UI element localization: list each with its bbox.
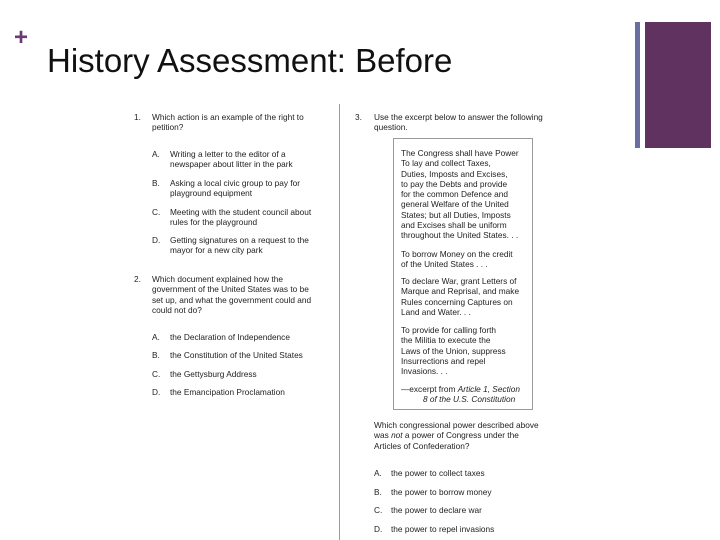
excerpt-line: the Militia to execute the	[401, 335, 491, 346]
source-prefix: —excerpt from	[401, 384, 458, 394]
plus-icon: +	[14, 24, 29, 51]
stem-line: Which document explained how the	[152, 274, 283, 284]
question-stem	[152, 112, 337, 133]
excerpt-line: of the United States . . .	[401, 259, 488, 270]
option-text: the power to declare war	[391, 505, 482, 515]
option-line: rules for the playground	[170, 217, 258, 228]
option-line: newspaper about litter in the park	[170, 159, 293, 170]
option-line: Getting signatures on a request to the	[170, 235, 309, 245]
source-citation: 8 of the U.S. Constitution	[423, 394, 516, 405]
option-text	[170, 235, 336, 256]
stem-line: could not do?	[152, 304, 202, 315]
prompt-emphasis: not	[391, 430, 403, 441]
excerpt-line: Insurrections and repel	[401, 355, 486, 366]
option-letter: C.	[152, 369, 161, 379]
option-text: the power to collect taxes	[391, 468, 485, 478]
stem-line: Which action is an example of the right to	[152, 112, 304, 122]
excerpt-line: Laws of the Union, suppress	[401, 345, 506, 356]
excerpt-paragraph-4	[401, 325, 506, 376]
excerpt-source-line	[401, 384, 520, 394]
option-line: playground equipment	[170, 188, 253, 199]
option-text	[170, 149, 336, 170]
stem-line: government of the United States was to be	[152, 284, 309, 295]
excerpt-paragraph-1	[401, 148, 519, 241]
option-line: Meeting with the student council about	[170, 207, 312, 217]
question-number: 2.	[134, 274, 141, 284]
excerpt-paragraph-2	[401, 249, 513, 270]
excerpt-line: To borrow Money on the credit	[401, 249, 513, 259]
excerpt-line: general Welfare of the United	[401, 199, 509, 210]
option-letter: A.	[152, 332, 160, 342]
answer-option-d[interactable]	[152, 387, 337, 399]
excerpt-line: To lay and collect Taxes,	[401, 158, 491, 169]
option-text	[170, 207, 336, 228]
prompt-line: Articles of Confederation?	[374, 440, 470, 451]
column-divider	[339, 104, 340, 540]
question-3-prompt	[374, 420, 564, 451]
option-letter: B.	[374, 487, 382, 497]
option-letter: D.	[152, 235, 161, 245]
excerpt-paragraph-3	[401, 276, 519, 317]
answer-option-d[interactable]	[374, 524, 564, 536]
option-text: the Constitution of the United States	[170, 350, 303, 360]
answer-option-b[interactable]	[152, 350, 337, 362]
option-text: the Gettysburg Address	[170, 369, 257, 379]
prompt-line	[374, 430, 564, 440]
option-letter: C.	[152, 207, 161, 217]
answer-option-b[interactable]	[152, 178, 337, 200]
question-number: 3.	[355, 112, 362, 122]
option-letter: C.	[374, 505, 383, 515]
option-letter: D.	[374, 524, 383, 534]
option-line: Writing a letter to the editor of a	[170, 149, 286, 159]
source-citation: Article 1, Section	[457, 384, 520, 394]
prompt-line: Which congressional power described above	[374, 420, 539, 430]
answer-option-c[interactable]	[374, 505, 564, 517]
answer-option-a[interactable]	[152, 332, 337, 344]
option-letter: B.	[152, 350, 160, 360]
option-line: mayor for a new city park	[170, 245, 263, 256]
slide-title: History Assessment: Before	[47, 42, 453, 79]
option-line: Asking a local civic group to pay for	[170, 178, 301, 188]
option-text: the power to repel invasions	[391, 524, 495, 534]
excerpt-source-line	[401, 394, 520, 404]
prompt-text: a power of Congress under the	[402, 430, 519, 441]
stem-line: petition?	[152, 122, 184, 133]
excerpt-line: To declare War, grant Letters of	[401, 276, 517, 286]
excerpt-line: to pay the Debts and provide	[401, 178, 508, 189]
excerpt-line: Land and Water. . .	[401, 306, 471, 317]
answer-option-a[interactable]	[374, 468, 564, 480]
excerpt-line: To provide for calling forth	[401, 325, 497, 335]
excerpt-line: States; but all Duties, Imposts	[401, 209, 511, 220]
prompt-text: was	[374, 430, 392, 441]
option-letter: A.	[152, 149, 160, 159]
excerpt-line: Invasions. . .	[401, 366, 448, 377]
option-text: the Emancipation Proclamation	[170, 387, 285, 397]
answer-option-a[interactable]	[152, 149, 337, 171]
answer-option-c[interactable]	[152, 369, 337, 381]
stem-line: question.	[374, 122, 408, 133]
option-text: the Declaration of Independence	[170, 332, 290, 342]
excerpt-line: and Excises shall be uniform	[401, 220, 507, 231]
option-letter: A.	[374, 468, 382, 478]
accent-bar-thick	[645, 22, 711, 148]
question-number: 1.	[134, 112, 141, 122]
answer-option-d[interactable]	[152, 235, 337, 257]
excerpt-line: Rules concerning Captures on	[401, 296, 513, 307]
option-text	[170, 178, 336, 199]
excerpt-line: throughout the United States. . .	[401, 230, 519, 241]
excerpt-source	[401, 384, 520, 405]
answer-option-b[interactable]	[374, 487, 564, 499]
excerpt-line: Duties, Imposts and Excises,	[401, 168, 508, 179]
question-stem	[374, 112, 564, 133]
option-text: the power to borrow money	[391, 487, 492, 497]
excerpt-line: The Congress shall have Power	[401, 148, 519, 158]
constitution-excerpt-box	[393, 138, 533, 410]
stem-line: set up, and what the government could and	[152, 294, 312, 305]
excerpt-line: for the common Defence and	[401, 189, 508, 200]
answer-option-c[interactable]	[152, 207, 337, 229]
option-letter: D.	[152, 387, 161, 397]
stem-line: Use the excerpt below to answer the following	[374, 112, 543, 122]
option-letter: B.	[152, 178, 160, 188]
excerpt-line: Marque and Reprisal, and make	[401, 286, 520, 297]
question-stem	[152, 274, 337, 315]
accent-bar-thin	[635, 22, 640, 148]
